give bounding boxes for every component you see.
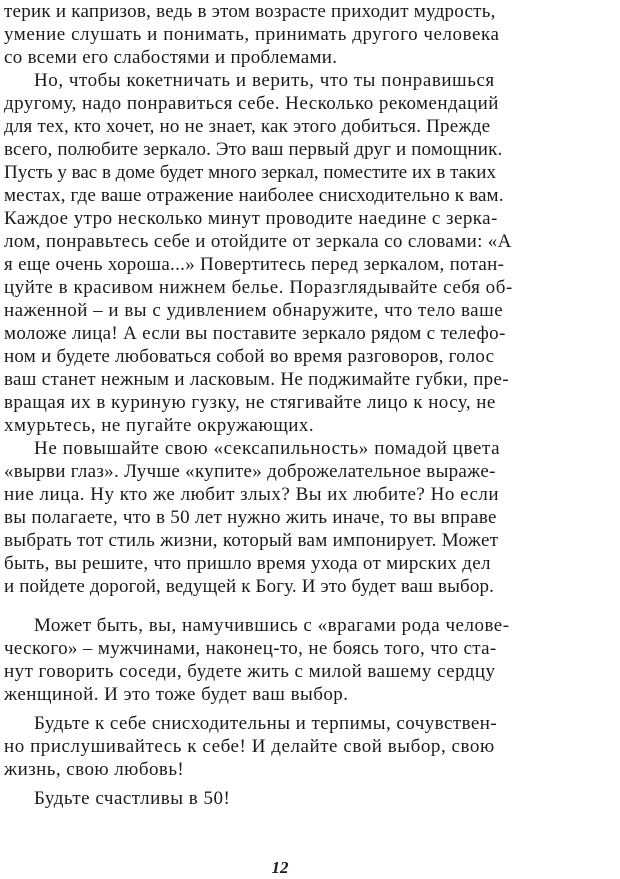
text-line: местах, где ваше отражение наиболее снисходительно к вам. [4,185,504,206]
text-line: выбрать тот стиль жизни, который вам импонирует. Может [4,530,499,551]
text-line: Но, чтобы кокетничать и верить, что ты понравишься [34,70,495,91]
text-line: для тех, кто хочет, но не знает, как этого добиться. Прежде [4,116,491,137]
text-line: но прислушивайтесь к себе! И делайте свой выбор, свою [4,736,495,757]
text-line: женщиной. И это тоже будет ваш выбор. [4,684,349,705]
text-line: Может быть, вы, намучившись с «врагами рода челове- [34,615,510,636]
text-line: быть, вы решите, что пришло время ухода от мирских дел [4,553,491,574]
text-line: Не повышайте свою «сексапильность» помадой цвета [34,438,501,459]
text-line: жизнь, свою любовь! [4,759,185,780]
text-line: «вырви глаз». Лучше «купите» доброжелательное выраже- [4,461,496,482]
text-line: вращая их в куриную гузку, не стягивайте лицо к носу, не [4,392,496,413]
text-line: терик и капризов, ведь в этом возрасте приходит мудрость, [4,1,496,22]
text-line: я еще очень хороша...» Повертитесь перед зеркалом, потан- [4,254,505,275]
text-line: всего, полюбите зеркало. Это ваш первый друг и помощник. [4,139,503,160]
text-line: моложе лица! А если вы поставите зеркало рядом с телефо- [4,323,506,344]
text-line: вы полагаете, что в 50 лет нужно жить иначе, то вы вправе [4,507,497,528]
text-line: лом, понравьтесь себе и отойдите от зеркала со словами: «А [4,231,512,252]
text-line: Пусть у вас в доме будет много зеркал, поместите их в таких [4,162,496,183]
text-line: со всеми его слабостями и проблемами. [4,47,338,68]
text-line: цуйте в красивом нижнем белье. Поразглядывайте себя об- [4,277,513,298]
text-line: и пойдете дорогой, ведущей к Богу. И это будет ваш выбор. [4,576,495,597]
text-line: ном и будете любоваться собой во время разговоров, голос [4,346,495,367]
text-line: ние лица. Ну кто же любит злых? Вы их любите? Но если [4,484,500,505]
text-line: умение слушать и понимать, принимать другого человека [4,24,500,45]
text-line: наженной – и вы с удивлением обнаружите, что тело ваше [4,300,504,321]
page-number: 12 [271,858,289,877]
text-line: Каждое утро несколько минут проводите наедине с зерка- [4,208,498,229]
text-line: нут говорить соседи, будете жить с милой вашему сердцу [4,661,496,682]
text-line: Будьте к себе снисходительны и терпимы, сочувствен- [34,713,498,734]
text-line: Будьте счастливы в 50! [34,788,231,809]
text-line: ваш станет нежным и ласковым. Не поджимайте губки, пре- [4,369,509,390]
text-line: хмурьтесь, не пугайте окружающих. [4,415,315,436]
text-line: ческого» – мужчинами, наконец-то, не боясь того, что ста- [4,638,497,659]
text-line: другому, надо понравиться себе. Несколько рекомендаций [4,93,499,114]
